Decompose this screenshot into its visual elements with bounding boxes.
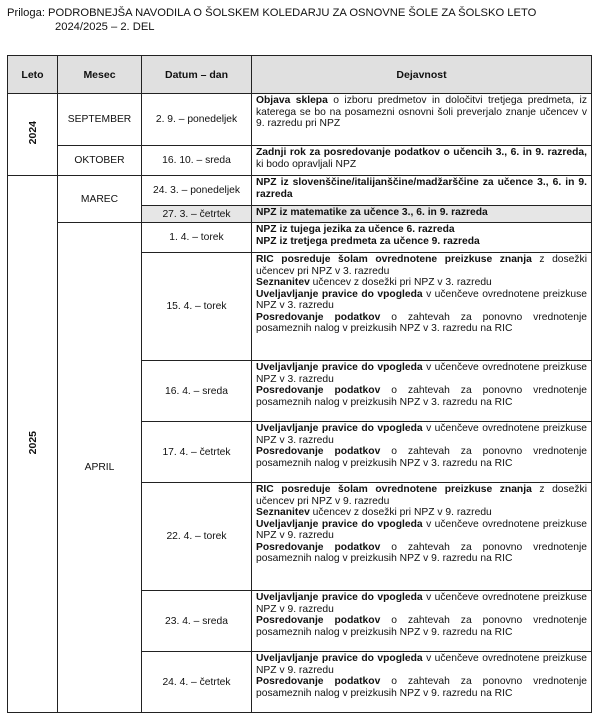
activity-cell xyxy=(252,483,592,591)
column-header-leto: Leto xyxy=(8,56,58,94)
activity-text: v učenčeve ovrednotene preizkuse NPZ v 3. razredu xyxy=(256,362,587,385)
table-row xyxy=(8,176,592,206)
activity-bold: Uveljavljanje pravice do vpogleda xyxy=(256,518,423,530)
activity-text: učencev z dosežki pri NPZ v 3. razredu xyxy=(309,277,492,289)
activity-cell xyxy=(252,146,592,176)
date-cell: 17. 4. – četrtek xyxy=(142,422,252,483)
activity-text: v učenčeve ovrednotene preizkuse NPZ v 3. razredu xyxy=(256,423,587,446)
month-cell: MAREC xyxy=(58,176,142,223)
activity-bold: Seznanitev xyxy=(256,507,310,519)
month-cell: SEPTEMBER xyxy=(58,94,142,146)
activity-text: o zahtevah za ponovno vrednotenje posameznih nalog v preizkusih NPZ v 9. razredu na RIC xyxy=(256,676,587,699)
activity-cell xyxy=(252,253,592,361)
activity-text: učencev z dosežki pri NPZ v 9. razredu xyxy=(309,507,492,519)
year-label: 2025 xyxy=(26,430,39,455)
table-row xyxy=(8,146,592,176)
header-title: Priloga: PODROBNEJŠA NAVODILA O ŠOLSKEM KOLEDARJU ZA OSNOVNE ŠOLE ZA ŠOLSKO LETO xyxy=(7,7,537,19)
activity-text: v učenčeve ovrednotene preizkuse NPZ v 9. razredu xyxy=(256,592,587,615)
date-cell: 15. 4. – torek xyxy=(142,253,252,361)
activity-cell xyxy=(252,176,592,206)
column-header-dejavnost: Dejavnost xyxy=(252,56,592,94)
activity-bold: NPZ iz slovenščine/italijanščine/madžarščine za učence 3., 6. in 9. razreda xyxy=(256,177,587,200)
activity-bold: Seznanitev xyxy=(256,277,310,289)
table-header-row xyxy=(8,56,592,94)
table-row xyxy=(8,223,592,253)
date-cell: 27. 3. – četrtek xyxy=(142,206,252,223)
activity-bold: Uveljavljanje pravice do vpogleda xyxy=(256,288,423,300)
date-cell: 16. 4. – sreda xyxy=(142,361,252,422)
activity-bold: Objava sklepa xyxy=(256,95,328,106)
activity-bold: Zadnji rok za posredovanje podatkov o učencih 3., 6. in 9. razreda, xyxy=(256,147,587,158)
activity-bold: Uveljavljanje pravice do vpogleda xyxy=(256,653,423,664)
activity-cell xyxy=(252,223,592,253)
activity-text: v učenčeve ovrednotene preizkuse NPZ v 9. razredu xyxy=(256,518,587,542)
activity-text: o zahtevah za ponovno vrednotenje posameznih nalog v preizkusih NPZ v 9. razredu na RIC xyxy=(256,615,587,638)
year-cell-2025 xyxy=(8,176,58,713)
activity-text: o zahtevah za ponovno vrednotenje posameznih nalog v preizkusih NPZ v 3. razredu na RIC xyxy=(256,385,587,408)
column-header-datum: Datum – dan xyxy=(142,56,252,94)
activity-bold: Posredovanje podatkov xyxy=(256,385,381,397)
activity-bold: Uveljavljanje pravice do vpogleda xyxy=(256,592,423,603)
date-cell: 23. 4. – sreda xyxy=(142,591,252,652)
activity-bold: RIC posreduje šolam ovrednotene preizkuse znanja xyxy=(256,254,532,265)
activity-text: o zahtevah za ponovno vrednotenje posameznih nalog v preizkusih NPZ v 3. razredu na RIC xyxy=(256,446,587,469)
date-cell: 24. 3. – ponedeljek xyxy=(142,176,252,206)
activity-bold: Posredovanje podatkov xyxy=(256,615,381,627)
activity-text: z dosežki učencev pri NPZ v 3. razredu xyxy=(256,254,587,277)
activity-bold: Uveljavljanje pravice do vpogleda xyxy=(256,362,423,373)
activity-text: ki bodo opravljali NPZ xyxy=(256,158,357,170)
activity-cell xyxy=(252,361,592,422)
date-cell: 1. 4. – torek xyxy=(142,223,252,253)
activity-text: z dosežki učencev pri NPZ v 9. razredu xyxy=(256,484,587,507)
activity-cell xyxy=(252,94,592,146)
header-subtitle: 2024/2025 – 2. DEL xyxy=(55,21,155,33)
table-row xyxy=(8,94,592,146)
activity-bold: NPZ iz matematike za učence 3., 6. in 9. razreda xyxy=(256,207,488,218)
date-cell: 2. 9. – ponedeljek xyxy=(142,94,252,146)
column-header-mesec: Mesec xyxy=(58,56,142,94)
date-cell: 16. 10. – sreda xyxy=(142,146,252,176)
date-cell: 22. 4. – torek xyxy=(142,483,252,591)
month-cell: APRIL xyxy=(58,223,142,713)
year-label: 2024 xyxy=(26,121,39,145)
year-cell-2024 xyxy=(8,94,58,176)
activity-bold: NPZ iz tujega jezika za učence 6. razreda xyxy=(256,224,455,235)
document-header xyxy=(7,6,536,34)
activity-bold: Posredovanje podatkov xyxy=(256,541,381,553)
activity-text: o zahtevah za ponovno vrednotenje posameznih nalog v preizkusih NPZ v 9. razredu na RIC xyxy=(256,541,587,565)
activity-text: o zahtevah za ponovno vrednotenje posameznih nalog v preizkusih NPZ v 3. razredu na RIC xyxy=(256,311,587,335)
activity-cell xyxy=(252,591,592,652)
activity-bold: RIC posreduje šolam ovrednotene preizkuse znanja xyxy=(256,484,532,495)
activity-text: o izboru predmetov in določitvi tretjega predmeta, iz katerega se bo na posamezni osnovni šoli preverjalo znanje učencev v 9. razredu pri NPZ xyxy=(256,95,587,130)
activity-cell xyxy=(252,422,592,483)
activity-bold: Posredovanje podatkov xyxy=(256,446,381,458)
calendar-table xyxy=(7,55,592,713)
activity-bold: NPZ iz tretjega predmeta za učence 9. razreda xyxy=(256,235,480,247)
activity-bold: Posredovanje podatkov xyxy=(256,311,381,323)
activity-text: v učenčeve ovrednotene preizkuse NPZ v 3. razredu xyxy=(256,288,587,312)
activity-text: v učenčeve ovrednotene preizkuse NPZ v 9. razredu xyxy=(256,653,587,676)
activity-bold: Uveljavljanje pravice do vpogleda xyxy=(256,423,423,434)
month-cell: OKTOBER xyxy=(58,146,142,176)
date-cell: 24. 4. – četrtek xyxy=(142,652,252,713)
activity-bold: Posredovanje podatkov xyxy=(256,676,381,688)
activity-cell xyxy=(252,206,592,223)
activity-cell xyxy=(252,652,592,713)
